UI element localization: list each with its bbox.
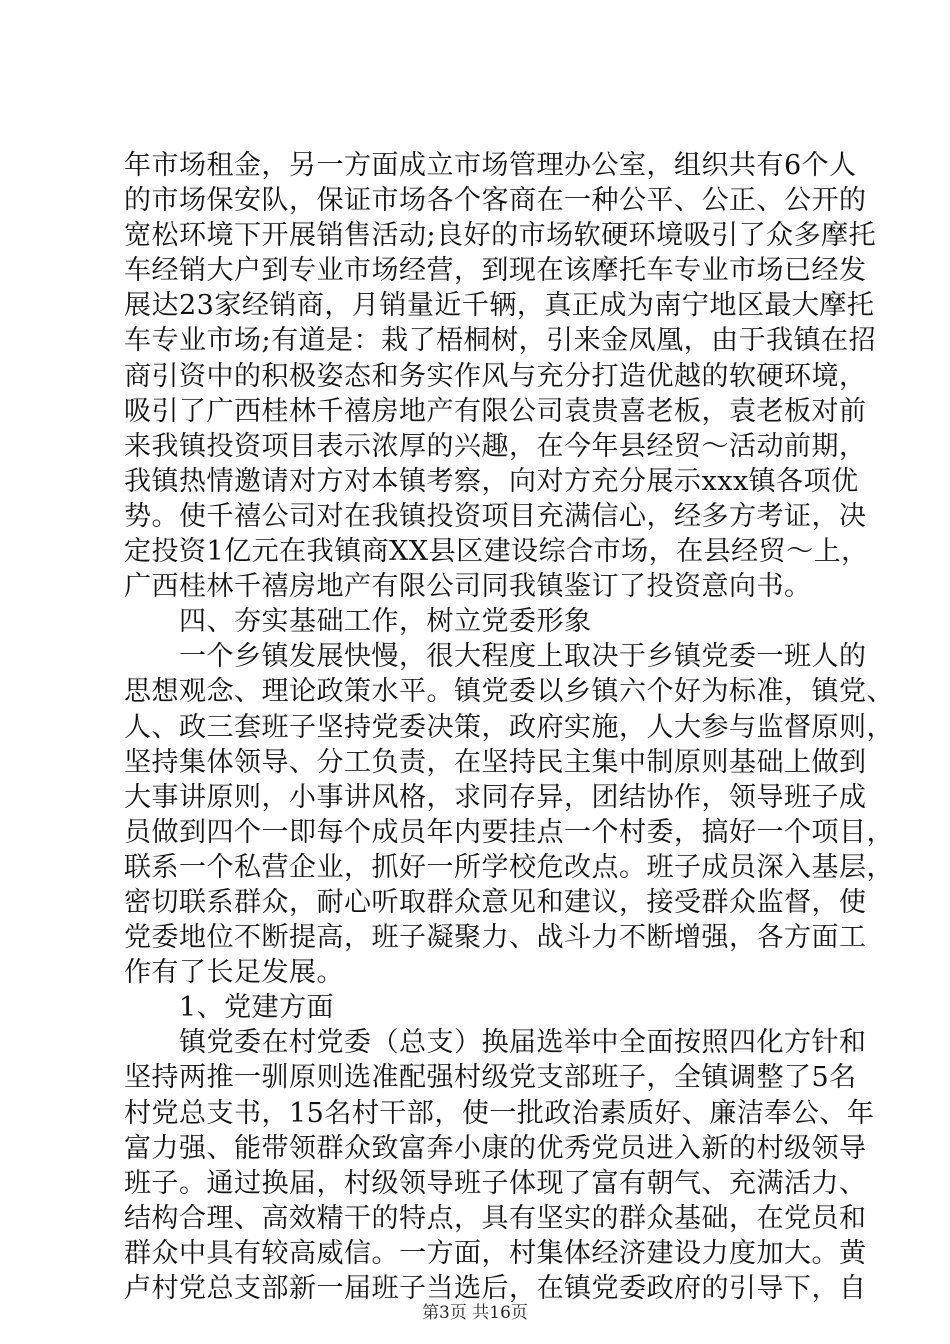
text-line: 我镇热情邀请对方对本镇考察，向对方充分展示xxx镇各项优 xyxy=(124,465,859,497)
text-line: 定投资1亿元在我镇商XX县区建设综合市场，在县经贸～上， xyxy=(124,536,869,568)
text-line: 富力强、能带领群众致富奔小康的优秀党员进入新的村级领导 xyxy=(124,1132,867,1164)
text-line: 商引资中的积极姿态和务实作风与充分打造优越的软硬环境， xyxy=(124,360,867,392)
text-line: 1、党建方面 xyxy=(124,992,335,1024)
text-line: 密切联系群众，耐心听取群众意见和建议，接受群众监督，使 xyxy=(124,886,867,918)
paragraph xyxy=(124,1025,875,1306)
text-line: 一个乡镇发展快慢，很大程度上取决于乡镇党委一班人的 xyxy=(124,641,867,673)
text-line: 村党总支书，15名村干部，使一批政治素质好、廉洁奉公、年 xyxy=(124,1097,875,1129)
text-line: 的市场保安队，保证市场各个客商在一种公平、公正、公开的 xyxy=(124,185,867,217)
paragraph xyxy=(124,148,877,604)
text-line: 班子。通过换届，村级领导班子体现了富有朝气、充满活力、 xyxy=(124,1167,867,1199)
text-line: 卢村党总支部新一届班子当选后，在镇党委政府的引导下，自 xyxy=(124,1273,867,1304)
text-line: 坚持集体领导、分工负责，在坚持民主集中制原则基础上做到 xyxy=(124,746,867,778)
text-line: 势。使千禧公司对在我镇投资项目充满信心，经多方考证，决 xyxy=(124,500,867,532)
page-footer: 第3页 共16页 xyxy=(422,1303,528,1323)
text-line: 来我镇投资项目表示浓厚的兴趣，在今年县经贸～活动前期， xyxy=(124,430,867,462)
text-line: 大事讲原则，小事讲风格，求同存异，团结协作，领导班子成 xyxy=(124,781,867,813)
text-line: 群众中具有较高威信。一方面，村集体经济建设力度加大。黄 xyxy=(124,1237,867,1269)
text-line: 作有了长足发展。 xyxy=(124,957,344,989)
text-line: 联系一个私营企业，抓好一所学校危改点。班子成员深入基层， xyxy=(124,851,894,883)
text-line: 四、夯实基础工作，树立党委形象 xyxy=(124,606,592,638)
text-line: 思想观念、理论政策水平。镇党委以乡镇六个好为标准，镇党、 xyxy=(124,676,894,708)
text-line: 结构合理、高效精干的特点，具有坚实的群众基础，在党员和 xyxy=(124,1202,867,1234)
text-line: 人、政三套班子坚持党委决策，政府实施，人大参与监督原则， xyxy=(124,711,894,743)
section-heading xyxy=(124,990,840,1025)
body-text xyxy=(124,148,894,1306)
text-line: 坚持两推一驯原则选准配强村级党支部班子，全镇调整了5名 xyxy=(124,1062,857,1094)
text-line: 展达23家经销商，月销量近千辆，真正成为南宁地区最大摩托 xyxy=(124,290,875,322)
text-line: 党委地位不断提高，班子凝聚力、战斗力不断增强，各方面工 xyxy=(124,922,867,954)
text-line: 车经销大户到专业市场经营，到现在该摩托车专业市场已经发 xyxy=(124,255,867,287)
text-line: 车专业市场;有道是：栽了梧桐树，引来金凤凰，由于我镇在招 xyxy=(124,325,877,357)
text-line: 年市场租金，另一方面成立市场管理办公室，组织共有6个人 xyxy=(124,150,857,181)
text-line: 广西桂林千禧房地产有限公司同我镇鉴订了投资意向书。 xyxy=(124,571,812,603)
text-line: 镇党委在村党委（总支）换届选举中全面按照四化方针和 xyxy=(124,1027,867,1059)
text-line: 员做到四个一即每个成员年内要挂点一个村委，搞好一个项目， xyxy=(124,816,894,848)
text-line: 宽松环境下开展销售活动;良好的市场软硬环境吸引了众多摩托 xyxy=(124,220,877,252)
section-heading xyxy=(124,604,840,639)
text-line: 吸引了广西桂林千禧房地产有限公司袁贵喜老板，袁老板对前 xyxy=(124,395,867,427)
paragraph xyxy=(124,639,894,990)
